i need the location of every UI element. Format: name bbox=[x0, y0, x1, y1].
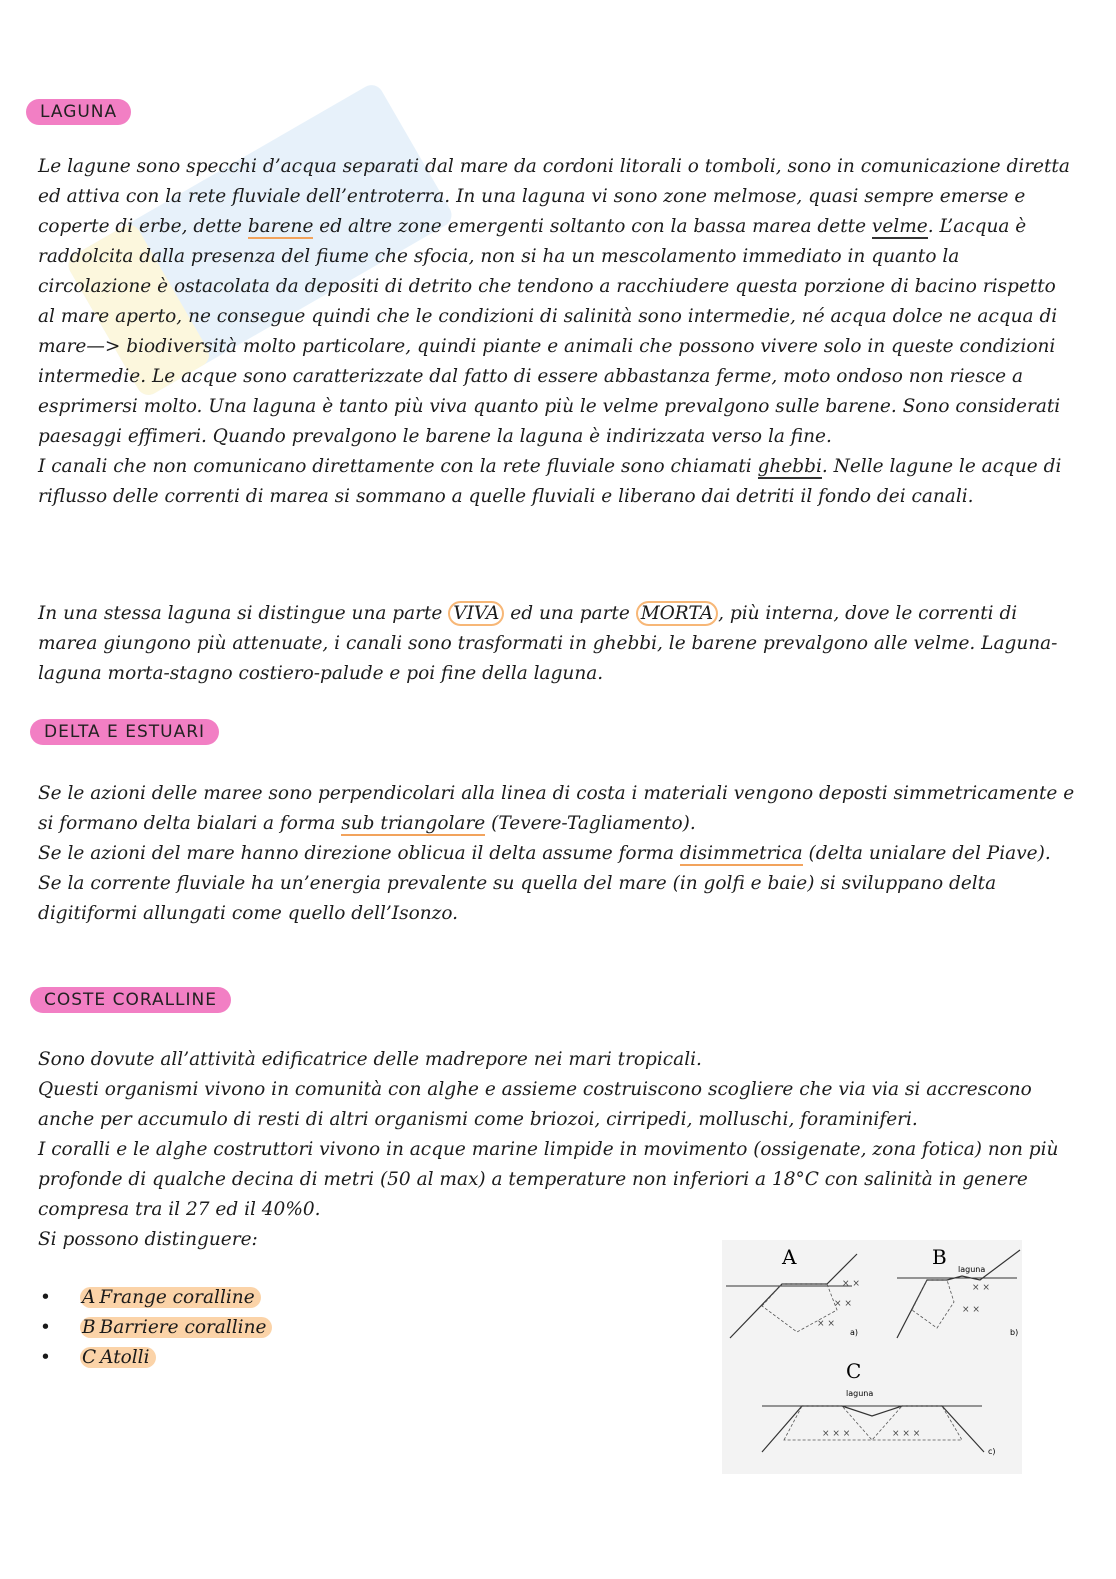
coral-reef-diagram bbox=[722, 1240, 1022, 1474]
svg-text:× ×: × × bbox=[962, 1305, 980, 1315]
section-heading-delta: DELTA E ESTUARI bbox=[30, 719, 219, 745]
reef-c-profile bbox=[762, 1406, 984, 1452]
diagram-label-b: B bbox=[932, 1245, 947, 1269]
svg-text:a): a) bbox=[850, 1328, 859, 1337]
paragraph-delta: Se le azioni delle maree sono perpendicolari alla linea di costa i materiali vengono deposti simmetricamente e si formano delta bialari a forma sub triangolare (Tevere-Tagliamento). Se le azioni del mare hanno direzione oblicua il delta assume forma disimmetrica (delta unialare del Piave). Se la corrente fluviale ha un’energia prevalente su quella del mare (in golfi e baie) si sviluppano delta digitiformi allungati come quello dell’Isonzo. bbox=[38, 783, 1075, 924]
svg-text:× ×: × × bbox=[972, 1283, 990, 1293]
coral-types-list bbox=[38, 1283, 272, 1373]
term-barene: barene bbox=[247, 216, 314, 237]
term-viva: VIVA bbox=[448, 601, 504, 626]
list-item: • A Frange coralline bbox=[38, 1283, 272, 1313]
section-heading-laguna: LAGUNA bbox=[26, 99, 131, 125]
svg-text:laguna: laguna bbox=[846, 1389, 874, 1398]
paragraph-laguna-2: In una stessa laguna si distingue una parte VIVA ed una parte MORTA , più interna, dove le correnti di marea giungono più attenuate, i canali sono trasformati in ghebbi, le barene prevalgono alle velme. Laguna-laguna morta-stagno costiero-palude e poi fine della laguna. bbox=[38, 603, 1058, 684]
svg-text:laguna: laguna bbox=[958, 1265, 986, 1274]
paragraph-laguna-1: Le lagune sono specchi d’acqua separati dal mare da cordoni litorali o tomboli, sono in comunicazione diretta ed attiva con la rete fluviale dell’entroterra. In una laguna vi sono zone melmose, quasi sempre emerse e coperte di erbe, dette barene ed altre zone emergenti soltanto con la bassa marea dette velme. L’acqua è raddolcita dalla presenza del fiume che sfocia, non si ha un mescolamento immediato in quanto la circolazione è ostacolata da depositi di detrito che tendono a racchiudere questa porzione di bacino rispetto al mare aperto, ne consegue quindi che le condizioni di salinità sono intermedie, né acqua dolce ne acqua di mare—> biodiversità molto particolare, quindi piante e animali che possono vivere solo in queste condizioni intermedie. Le acque sono caratterizzate dal fatto di essere abbastanza ferme, moto ondoso non riesce a esprimersi molto. Una laguna è tanto più viva quanto più le velme prevalgono sulle barene. Sono considerati paesaggi effimeri. Quando prevalgono le barene la laguna è indirizzata verso la fine. I canali che non comunicano direttamente con la rete fluviale sono chiamati ghebbi. Nelle lagune le acque di riflusso delle correnti di marea si sommano a quelle fluviali e liberano dai detriti il fondo dei canali. bbox=[38, 156, 1070, 507]
term-sub-triangolare: sub triangolare bbox=[341, 813, 486, 834]
svg-text:b): b) bbox=[1010, 1328, 1019, 1337]
svg-text:× ×: × × bbox=[834, 1299, 852, 1309]
svg-text:× ×: × × bbox=[842, 1279, 860, 1289]
term-velme: velme bbox=[871, 216, 928, 237]
svg-text:× × ×: × × × bbox=[822, 1429, 851, 1439]
svg-text:× ×: × × bbox=[817, 1319, 835, 1329]
svg-text:c): c) bbox=[988, 1447, 996, 1456]
diagram-label-c: C bbox=[846, 1359, 862, 1383]
paragraph-coste: Sono dovute all’attività edificatrice delle madrepore nei mari tropicali. Questi organismi vivono in comunità con alghe e assieme costruiscono scogliere che via via si accrescono anche per accumulo di resti di altri organismi come briozoi, cirripedi, molluschi, foraminiferi. I coralli e le alghe costruttori vivono in acque marine limpide in movimento (ossigenate, zona fotica) non più profonde di qualche decina di metri (50 al max) a temperature non inferiori a 18°C con salinità in genere compresa tra il 27 ed il 40%0. Si possono distinguere: bbox=[38, 1049, 1059, 1250]
section-heading-coste: COSTE CORALLINE bbox=[30, 987, 231, 1013]
term-morta: MORTA bbox=[636, 601, 718, 626]
diagram-label-a: A bbox=[782, 1245, 797, 1269]
term-ghebbi: ghebbi bbox=[757, 456, 822, 477]
svg-text:× × ×: × × × bbox=[892, 1429, 921, 1439]
reef-b-profile bbox=[897, 1250, 1020, 1338]
list-item: • B Barriere coralline bbox=[38, 1313, 272, 1343]
list-item: • C Atolli bbox=[38, 1343, 272, 1373]
term-disimmetrica: disimmetrica bbox=[679, 843, 803, 864]
